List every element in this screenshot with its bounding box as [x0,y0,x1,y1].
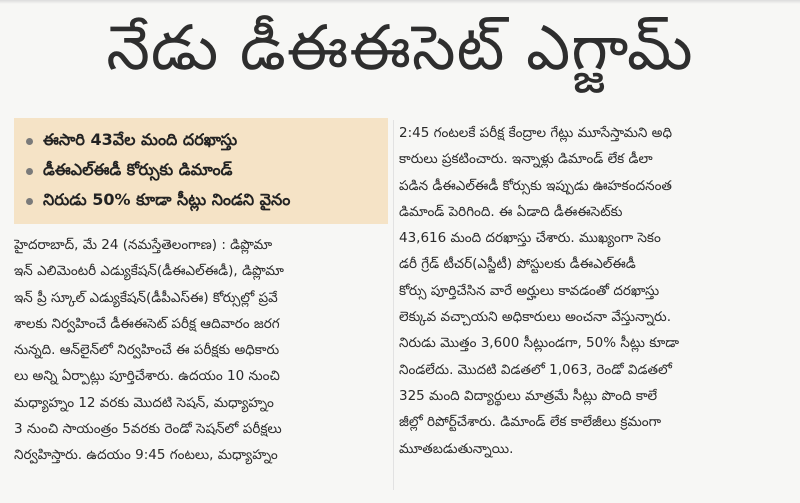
summary-box [14,118,388,224]
left-body-text [14,232,388,469]
summary-item [26,126,378,156]
body-line: లు అన్ని ఏర్పాట్లు పూర్తిచేశారు. ఉదయం 10 నుంచి [14,368,280,385]
headline: నేడు డీఈఈసెట్ ఎగ్జామ్ [106,11,694,84]
body-line: 325 మంది విద్యార్థులు మాత్రమే సీట్లు పొంది కాలే [399,387,658,404]
body-line: ఇన్ ప్రీ స్కూల్ ఎడ్యుకేషన్(డీపీఎస్ఈ) కోర్సుల్లో ప్రవే [14,289,278,306]
body-line: నున్నది. ఆన్‌లైన్‌లో నిర్వహించే ఈ పరీక్షకు అధికారు [14,342,280,359]
bullet-icon [26,198,33,205]
summary-text: డీఈఎల్ఈడీ కోర్సుకు డిమాండ్ [43,159,233,179]
right-column [399,118,785,462]
bullet-icon [26,168,33,175]
body-line: కోర్సు పూర్తిచేసిన వారే అర్హులు కావడంతో దరఖాస్తు [399,282,660,299]
body-line: నిరుడు మొత్తం 3,600 సీట్లుండగా, 50% సీట్లు కూడా [399,335,680,352]
summary-text: నిరుడు 50% కూడా సీట్లు నిండని వైనం [43,189,291,209]
body-line: మధ్యాహ్నం 12 వరకు మొదటి సెషన్, మధ్యాహ్నం [14,394,274,411]
body-line: 3 నుంచి సాయంత్రం 5వరకు రెండో సెషన్‌లో పరీక్షలు [14,421,282,438]
bullet-icon [26,138,33,145]
right-body-text [399,120,785,462]
body-line: పడిన డీఈఎల్ఈడీ కోర్సుకు ఇప్పుడు ఊహకందనంత [399,177,672,194]
body-line: ఇన్ ఎలిమెంటరీ ఎడ్యుకేషన్(డీఈఎల్ఈడీ), డిప్లొమా [14,263,284,280]
left-column [14,118,388,469]
body-line: జీల్లో రిపోర్ట్‌చేశారు. డిమాండ్ లేక కాలేజీలు క్రమంగా [399,414,662,431]
body-line: నిండలేదు. మొదటి విడతలో 1,063, రెండో విడతలో [399,361,672,378]
summary-item [26,156,378,186]
body-line: డరీ గ్రేడ్ టీచర్(ఎస్జీటీ) పోస్టులకు డీఈఎల్ఈడీ [399,256,636,273]
body-line: హైదరాబాద్, మే 24 (నమస్తేతెలంగాణ) : డిప్లొమా [14,237,273,253]
body-line: 2:45 గంటలకే పరీక్ష కేంద్రాల గేట్లు మూసేస్తామని అధి [399,125,672,141]
body-line: మూతబడుతున్నాయి. [399,440,514,457]
body-line: 43,616 మంది దరఖాస్తు చేశారు. ముఖ్యంగా సెకం [399,230,661,247]
body-line: డిమాండ్ పెరిగింది. ఈ ఏడాది డీఈఈసెట్‌కు [399,203,623,220]
column-divider [393,120,394,490]
body-line: నిర్వహిస్తారు. ఉదయం 9:45 గంటలు, మధ్యాహ్నం [14,447,278,464]
summary-item [26,186,378,216]
body-line: లెక్కువ వచ్చాయని అధికారులు అంచనా వేస్తున్నారు. [399,309,672,326]
body-line: శాలకు నిర్వహించే డీఈఈసెట్ పరీక్ష ఆదివారం జరగ [14,315,280,332]
body-line: కారులు ప్రకటించారు. ఇన్నాళ్లు డిమాండ్ లేక డీలా [399,151,653,168]
summary-text: ఈసారి 43వేల మంది దరఖాస్తు [43,129,238,149]
